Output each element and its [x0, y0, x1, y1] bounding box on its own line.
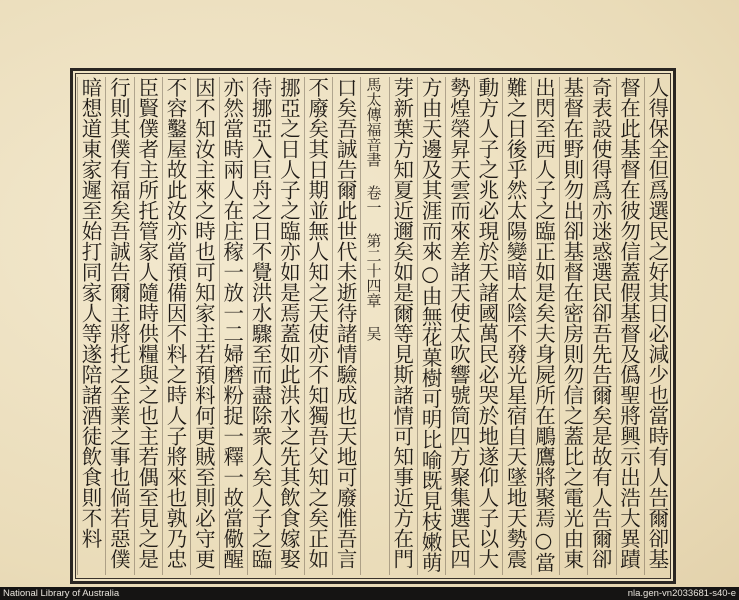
text-column-4: 基督在野則勿出卻基督在密房則勿信之蓋比之電光由東	[559, 77, 584, 575]
text-column-5: 出閃至西人子之臨正如是矣夫身屍所在鵰鷹將聚焉○當	[531, 77, 556, 575]
text-column-7: 動方人子之兆必現於天諸國萬民必哭於地遂仰人子以大	[474, 77, 499, 575]
text-column-15: 亦然當時兩人在庄稼一放一二婦磨粉捉一釋一故當儆醒	[219, 77, 244, 575]
text-column-3: 奇表設使得爲亦迷惑選民卻吾先告爾矣是故有人告爾卻	[587, 77, 612, 575]
text-column-14: 待挪亞入巨舟之日不覺洪水驟至而盡除衆人矣人子之臨	[247, 77, 272, 575]
text-columns	[77, 77, 669, 575]
text-column-8: 勢煌榮昇天雲而來差諸天使太吹響號筒四方聚集選民四	[445, 77, 470, 575]
text-column-11: 口矣吾誠告爾此世代未逝待諸情驗成也天地可廢惟吾言	[332, 77, 357, 575]
text-column-18: 臣賢僕者主所托管家人隨時供糧與之也主若偶至見之是	[134, 77, 159, 575]
text-column-19: 行則其僕有福矣吾誠告爾主將托之全業之事也倘若惡僕	[105, 77, 130, 575]
text-column-17: 不容鑿屋故此汝亦當預備因不料之時人子將來也孰乃忠	[162, 77, 187, 575]
text-column-1: 人得保全但爲選民之好其日必減少也當時有人告爾卻基	[644, 77, 669, 575]
text-column-16: 因不知汝主來之時也可知家主若預料何更賊至則必守更	[190, 77, 215, 575]
text-column-2: 督在此基督在彼勿信蓋假基督及僞聖將興示出浩大異蹟	[616, 77, 641, 575]
footer-item-id: nla.gen-vn2033681-s40-e	[627, 588, 736, 599]
text-frame	[70, 68, 676, 584]
center-margin-heading: 馬太傳福音書 卷一 第二十四章 吴	[360, 77, 385, 575]
text-column-10: 芽新葉方知夏近邇矣如是爾等見斯諸情可知事近方在門	[389, 77, 414, 575]
text-column-9: 方由天邊及其涯而來○由無花菓樹可明比喻既見枝嫩萌	[417, 77, 442, 575]
text-column-12: 不廢矣其日期並無人知之天使亦不知獨吾父知之矣正如	[304, 77, 329, 575]
footer-bar	[0, 587, 739, 600]
text-column-20: 暗想道東家遲至始打同家人等遂陪諸酒徒飲食則不料	[77, 77, 102, 575]
text-column-6: 難之日後乎然太陽變暗太陰不發光星宿自天墜地天勢震	[502, 77, 527, 575]
footer-library-name: National Library of Australia	[3, 588, 120, 599]
text-column-13: 挪亞之日人子之臨亦如是焉蓋如此洪水之先其飲食嫁娶	[275, 77, 300, 575]
